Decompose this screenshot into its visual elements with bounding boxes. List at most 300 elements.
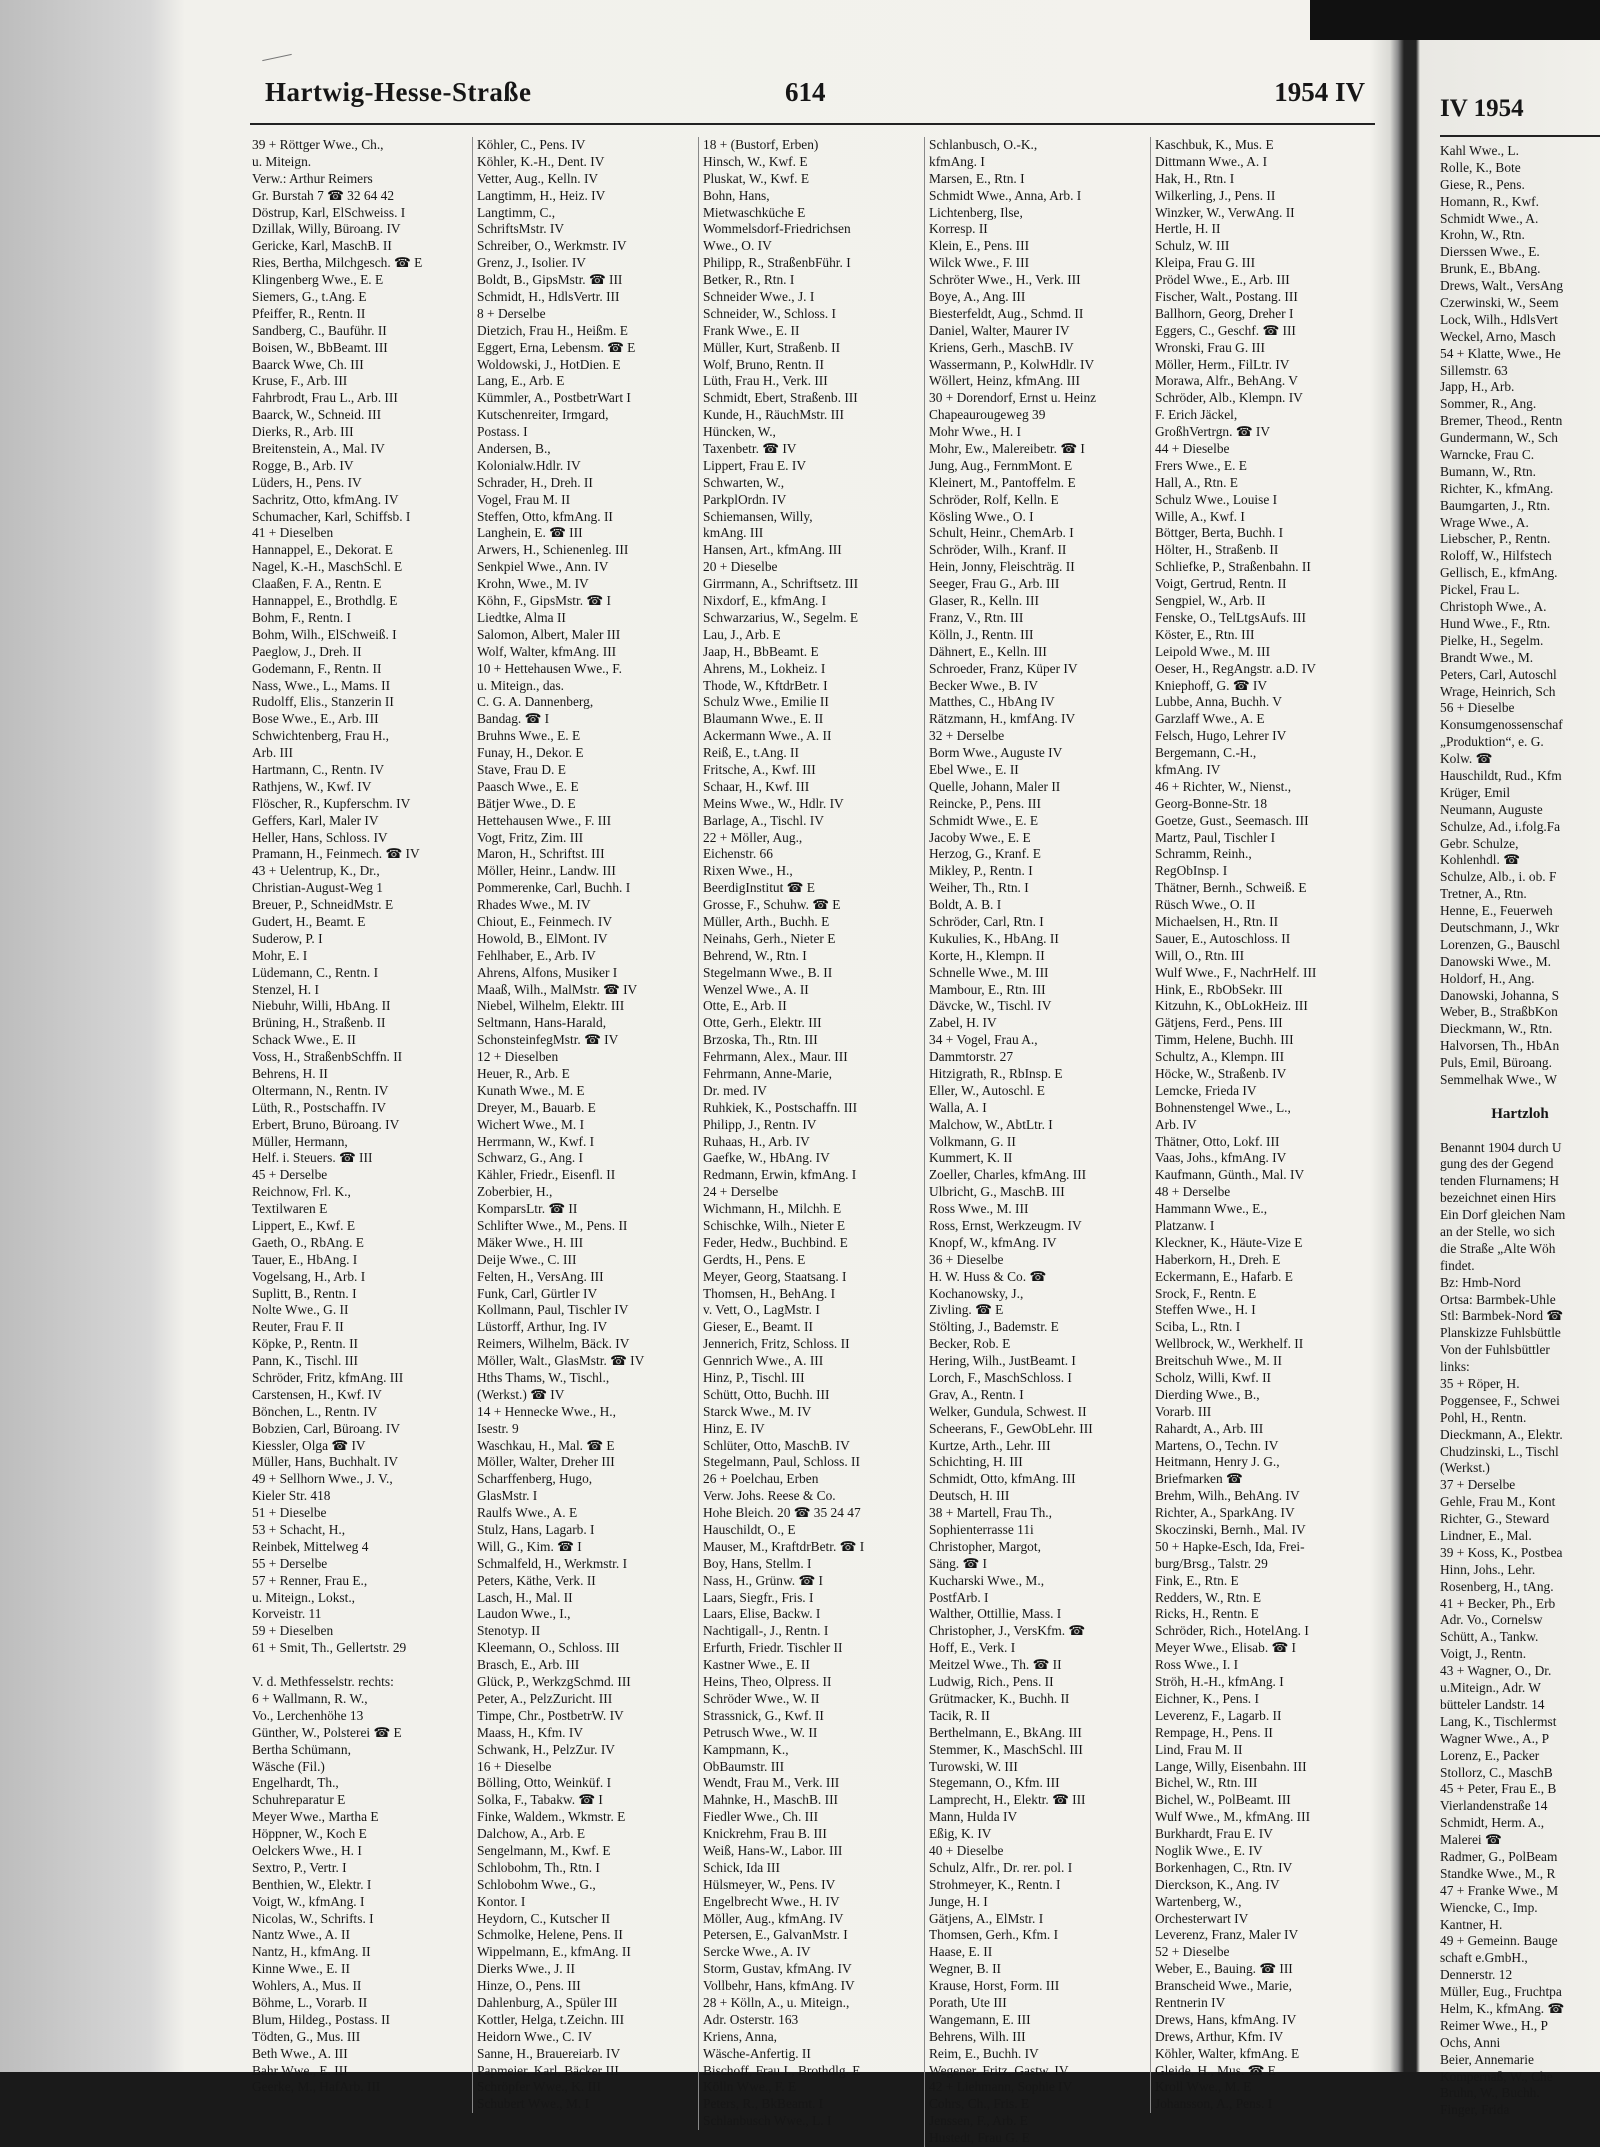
directory-entry: Hannappel, E., Dekorat. E xyxy=(252,542,393,558)
directory-entry: Volkmann, G. II xyxy=(929,1133,1016,1149)
directory-entry: Fehlhaber, E., Arb. IV xyxy=(477,947,596,963)
directory-entry: Hansen, Art., kfmAng. III xyxy=(703,542,842,558)
directory-entry: Sophienterrasse 11i xyxy=(929,1522,1034,1538)
directory-entry: u. Miteign. xyxy=(252,153,312,169)
directory-entry: Schmidt Wwe., A. xyxy=(1440,210,1539,226)
scan-edge-shadow xyxy=(1310,0,1600,40)
directory-entry: Claaßen, F. A., Rentn. E xyxy=(252,576,382,592)
directory-entry: Dieckmann, W., Rtn. xyxy=(1440,1021,1553,1037)
directory-entry: Will, G., Kim. ☎ I xyxy=(477,1538,582,1554)
directory-entry: Nolte Wwe., G. II xyxy=(252,1302,349,1318)
directory-entry: Schichting, H. III xyxy=(929,1454,1023,1470)
directory-entry: Marsen, E., Rtn. I xyxy=(929,170,1025,186)
directory-entry: Hülsmeyer, W., Pens. IV xyxy=(703,1876,836,1892)
directory-entry: Richter, G., Steward xyxy=(1440,1511,1550,1527)
directory-entry: Sandberg, C., Bauführ. II xyxy=(252,322,387,338)
directory-entry: Hettehausen Wwe., F. III xyxy=(477,812,612,828)
directory-entry: 34 + Vogel, Frau A., xyxy=(929,1032,1038,1048)
directory-entry: Franz, V., Rtn. III xyxy=(929,609,1024,625)
directory-entry: Nixdorf, E., kfmAng. I xyxy=(703,593,827,609)
directory-entry: Grenz, J., Isolier. IV xyxy=(477,255,586,271)
directory-entry: Geffers, Karl, Maler IV xyxy=(252,812,379,828)
directory-entry: Schwichtenberg, Frau H., xyxy=(252,728,389,744)
directory-entry: Johansson, A., Pens. I xyxy=(1155,2096,1273,2112)
directory-entry: an der Stelle, wo sich xyxy=(1440,1224,1555,1239)
directory-entry: Holdorf, H., Ang. xyxy=(1440,970,1535,986)
directory-entry: Nicolas, W., Schrifts. I xyxy=(252,1910,374,1926)
directory-entry: Stulz, Hans, Lagarb. I xyxy=(477,1522,595,1538)
directory-entry: Taxenbetr. ☎ IV xyxy=(703,441,797,457)
directory-entry: Drews, Walt., VersAng xyxy=(1440,278,1564,294)
directory-entry: Schröter Wwe., H., Verk. III xyxy=(929,272,1081,288)
directory-entry: Homann, R., Kwf. xyxy=(1440,193,1539,209)
directory-entry: 39 + Koss, K., Postbea xyxy=(1440,1544,1563,1560)
directory-entry: 41 + Dieselben xyxy=(252,525,334,541)
directory-entry: 55 + Derselbe xyxy=(252,1555,328,1571)
directory-entry: Ahrens, Alfons, Musiker I xyxy=(477,964,618,980)
directory-entry: Brandt Wwe., M. xyxy=(1440,649,1534,665)
directory-entry: Eggert, Erna, Lebensm. ☎ E xyxy=(477,339,636,355)
directory-entry: Hak, H., Rtn. I xyxy=(1155,170,1235,186)
directory-entry: Kitzuhn, K., ObLokHeiz. III xyxy=(1155,998,1308,1014)
directory-entry: Behrend, W., Rtn. I xyxy=(703,947,807,963)
directory-entry: Woldowski, J., HotDien. E xyxy=(477,356,621,372)
directory-entry: Kriens, Gerh., MaschB. IV xyxy=(929,339,1074,355)
directory-entry: Schütt, A., Tankw. xyxy=(1440,1629,1539,1645)
directory-entry: Mohr Wwe., H. I xyxy=(929,424,1021,440)
directory-entry: 51 + Dieselbe xyxy=(252,1505,327,1521)
directory-entry: Thode, W., KftdrBetr. I xyxy=(703,677,828,693)
directory-entry: Thätner, Otto, Lokf. III xyxy=(1155,1133,1280,1149)
directory-entry: Funay, H., Dekor. E xyxy=(477,745,584,761)
directory-entry: Kaufmann, Günth., Mal. IV xyxy=(1155,1167,1305,1183)
directory-entry: SchonsteinfegMstr. ☎ IV xyxy=(477,1032,619,1048)
directory-entry: Schlobohm Wwe., G., xyxy=(477,1876,596,1892)
directory-entry: Giese, R., Pens. xyxy=(1440,176,1525,192)
directory-entry: Mauser, M., KraftdrBetr. ☎ I xyxy=(703,1538,865,1554)
directory-entry: Bätjer Wwe., D. E xyxy=(477,795,576,811)
directory-entry: Schmidt Wwe., E. E xyxy=(929,812,1039,828)
directory-entry: Tacik, R. II xyxy=(929,1707,990,1723)
directory-entry: Wronski, Frau G. III xyxy=(1155,339,1265,355)
directory-entry: Dittmann Wwe., A. I xyxy=(1155,153,1268,169)
directory-entry: Hoff, E., Verk. I xyxy=(929,1640,1016,1656)
directory-entry: Nantz Wwe., A. II xyxy=(252,1927,350,1943)
directory-entry: Glaser, R., Kelln. III xyxy=(929,593,1039,609)
directory-entry: Lamprecht, H., Elektr. ☎ III xyxy=(929,1792,1086,1808)
directory-entry: Jenssen, F., Arb. E xyxy=(929,2113,1028,2129)
directory-entry: Walther, Ottillie, Mass. I xyxy=(929,1606,1062,1622)
directory-entry: Nantz, H., kfmAng. II xyxy=(252,1944,371,1960)
directory-entry: Eller, W., Autoschl. E xyxy=(929,1082,1045,1098)
directory-entry: Eckermann, E., Hafarb. E xyxy=(1155,1268,1293,1284)
directory-entry: Laars, Siegfr., Fris. I xyxy=(703,1589,814,1605)
directory-entry: Dierks, R., Arb. III xyxy=(252,424,354,440)
directory-entry: Heuer, R., Arb. E xyxy=(477,1065,570,1081)
directory-entry: Wangemann, E. III xyxy=(929,2011,1031,2027)
directory-entry: H. W. Huss & Co. ☎ xyxy=(929,1268,1047,1284)
directory-entry: Grosse, F., Schuhw. ☎ E xyxy=(703,897,841,913)
directory-entry: Stl: Barmbek-Nord ☎ xyxy=(1440,1308,1564,1324)
directory-entry: Hannappel, E., Brothdlg. E xyxy=(252,593,398,609)
directory-entry: Gundermann, W., Sch xyxy=(1440,430,1558,446)
directory-entry: Finke, Waldem., Wkmstr. E xyxy=(477,1809,626,1825)
directory-entry: Zoeller, Charles, kfmAng. III xyxy=(929,1167,1087,1183)
directory-entry: Leverenz, Franz, Maler IV xyxy=(1155,1927,1299,1943)
directory-entry: Kucharski Wwe., M., xyxy=(929,1572,1045,1588)
directory-entry: Schulz, W. III xyxy=(1155,238,1230,254)
directory-entry: Boye, A., Ang. III xyxy=(929,289,1026,305)
directory-entry: Salomon, Albert, Maler III xyxy=(477,626,621,642)
directory-entry: Timm, Helene, Buchh. III xyxy=(1155,1032,1294,1048)
directory-entry: Ströh, H.-H., kfmAng. I xyxy=(1155,1674,1284,1690)
directory-entry: Schick, Ida III xyxy=(703,1859,780,1875)
directory-entry: Storm, Gustav, kfmAng. IV xyxy=(703,1961,852,1977)
directory-entry: Rahardt, A., Arb. III xyxy=(1155,1420,1264,1436)
directory-entry: Winzker, W., VerwAng. II xyxy=(1155,204,1295,220)
directory-entry: Maron, H., Schriftst. III xyxy=(477,846,605,862)
directory-entry: bütteler Landstr. 14 xyxy=(1440,1696,1545,1712)
directory-entry: Paasch Wwe., E. E xyxy=(477,778,579,794)
directory-entry: Gennrich Wwe., A. III xyxy=(703,1353,824,1369)
directory-entry: Fischer, Walt., Postang. III xyxy=(1155,289,1298,305)
directory-entry: Köhler, K.-H., Dent. IV xyxy=(477,153,605,169)
directory-entry: Textilwaren E xyxy=(252,1201,328,1217)
directory-entry: Thomsen, Gerh., Kfm. I xyxy=(929,1927,1059,1943)
directory-entry: Semmelhak Wwe., W xyxy=(1440,1071,1558,1087)
column-4 xyxy=(924,137,1151,2147)
directory-entry: Welker, Gundula, Schwest. II xyxy=(929,1403,1087,1419)
directory-entry: Fehrmann, Alex., Maur. III xyxy=(703,1049,848,1065)
directory-entry: Strohmeyer, K., Rentn. I xyxy=(929,1876,1061,1892)
directory-entry: 50 + Hapke-Esch, Ida, Frei- xyxy=(1155,1538,1305,1554)
directory-entry: Postass. I xyxy=(477,424,528,440)
directory-entry: Kölln, J., Rentn. III xyxy=(929,626,1034,642)
directory-entry: Kieler Str. 418 xyxy=(252,1488,331,1504)
directory-entry: Sauer, E., Autoschloss. II xyxy=(1155,930,1291,946)
directory-entry: Prödel Wwe., E., Arb. III xyxy=(1155,272,1290,288)
directory-entry: Schulz Wwe., Emilie II xyxy=(703,694,829,710)
directory-entry: Kolonialw.Hdlr. IV xyxy=(477,457,581,473)
directory-entry: Hinze, O., Pens. III xyxy=(477,1978,581,1994)
directory-entry: Wippelmann, E., kfmAng. II xyxy=(477,1944,631,1960)
directory-entry: Wiencke, C., Imp. xyxy=(1440,1899,1538,1915)
directory-entry: Kantner, H. xyxy=(1440,1916,1503,1932)
directory-entry: Reimer Wwe., H., P xyxy=(1440,2017,1548,2033)
directory-entry: Reinbek, Mittelweg 4 xyxy=(252,1538,369,1554)
directory-entry: Laudon Wwe., I., xyxy=(477,1606,571,1622)
directory-entry: Schröpfer Wwe., K. III xyxy=(477,2079,601,2095)
directory-entry: u. Miteign., das. xyxy=(477,677,565,693)
directory-entry: Peters, Käthe, Verk. II xyxy=(477,1572,596,1588)
directory-entry: 47 + Franke Wwe., M xyxy=(1440,1882,1559,1898)
directory-entry: Wohlers, A., Mus. II xyxy=(252,1978,362,1994)
directory-entry: findet. xyxy=(1440,1257,1475,1273)
directory-entry: Hink, E., RbObSekr. III xyxy=(1155,981,1283,997)
directory-entry: Lüdemann, C., Rentn. I xyxy=(252,964,379,980)
directory-entry: Czerwinski, W., Seem xyxy=(1440,295,1559,311)
directory-entry: Hein, Jonny, Fleischträg. II xyxy=(929,559,1075,575)
directory-entry: Morawa, Alfr., BehAng. V xyxy=(1155,373,1298,389)
directory-entry: Sercke Wwe., A. IV xyxy=(703,1944,811,1960)
directory-entry: Rathjens, W., Kwf. IV xyxy=(252,778,372,794)
directory-entry: Korresp. II xyxy=(929,221,988,237)
directory-entry: Voss, H., StraßenbSchffn. II xyxy=(252,1049,403,1065)
directory-entry: Frank Wwe., E. II xyxy=(703,322,800,338)
directory-entry: ObBaumstr. III xyxy=(703,1758,785,1774)
directory-entry: Sommer, R., Ang. xyxy=(1440,396,1537,412)
directory-entry: 53 + Schacht, H., xyxy=(252,1522,346,1538)
directory-entry: Wrage Wwe., A. xyxy=(1440,514,1529,530)
directory-entry: Mann, Hulda IV xyxy=(929,1809,1018,1825)
directory-entry: Bohnenstengel Wwe., L., xyxy=(1155,1099,1291,1115)
next-page-fragment xyxy=(1440,95,1600,2119)
directory-entry: Stegelmann Wwe., B. II xyxy=(703,964,833,980)
directory-entry: Lubbe, Anna, Buchh. V xyxy=(1155,694,1282,710)
directory-entry: Herrmann, W., Kwf. I xyxy=(477,1133,595,1149)
directory-entry: 30 + Dorendorf, Ernst u. Heinz xyxy=(929,390,1097,406)
directory-entry: Planskizze Fuhlsbüttle xyxy=(1440,1325,1561,1341)
directory-entry: Skoczinski, Bernh., Mal. IV xyxy=(1155,1522,1306,1538)
directory-entry: Oelckers Wwe., H. I xyxy=(252,1842,362,1858)
directory-entry: Strassnick, G., Kwf. II xyxy=(703,1707,824,1723)
directory-entry: Schmalfeld, H., Werkmstr. I xyxy=(477,1555,628,1571)
directory-entry: Vogelsang, H., Arb. I xyxy=(252,1268,366,1284)
directory-entry: Müller, Hermann, xyxy=(252,1133,348,1149)
page-header xyxy=(250,75,1375,125)
directory-entry: Fehrmann, Anne-Marie, xyxy=(703,1065,833,1081)
directory-entry: Sachritz, Otto, kfmAng. IV xyxy=(252,491,399,507)
directory-entry: Reuter, Frau F. II xyxy=(252,1319,344,1335)
directory-entry: Kastner Wwe., E. II xyxy=(703,1657,810,1673)
directory-entry: Matthes, C., HbAng IV xyxy=(929,694,1055,710)
directory-entry: 44 + Dieselbe xyxy=(1155,441,1230,457)
directory-entry: Breuer, P., SchneidMstr. E xyxy=(252,897,394,913)
directory-entry: Daniel, Walter, Maurer IV xyxy=(929,322,1070,338)
directory-entry: Michaelsen, H., Rtn. II xyxy=(1155,913,1279,929)
directory-entry: Sengpiel, W., Arb. II xyxy=(1155,593,1266,609)
directory-entry: u. Miteign., Lokst., xyxy=(252,1589,356,1605)
directory-entry: Weckel, Arno, Masch xyxy=(1440,328,1556,344)
directory-entry: Japp, H., Arb. xyxy=(1440,379,1515,395)
directory-entry: Stollorz, C., MaschB xyxy=(1440,1764,1553,1780)
directory-entry: Schulz Wwe., Louise I xyxy=(1155,491,1278,507)
directory-entry: Hering, Wilh., JustBeamt. I xyxy=(929,1353,1076,1369)
directory-entry: 36 + Dieselbe xyxy=(929,1251,1004,1267)
directory-entry: Bergemann, C.-H., xyxy=(1155,745,1257,761)
directory-entry: GlasMstr. I xyxy=(477,1488,538,1504)
directory-entry: Ulbricht, G., MaschB. III xyxy=(929,1184,1065,1200)
directory-entry: Mohr, E. I xyxy=(252,947,308,963)
directory-entry: 46 + Richter, W., Nienst., xyxy=(1155,778,1292,794)
directory-entry: Chiout, E., Feinmech. IV xyxy=(477,913,613,929)
directory-entry: Ochs, Anni xyxy=(1440,2034,1501,2050)
directory-entry: Briefmarken ☎ xyxy=(1155,1471,1243,1487)
directory-entry: Gätjens, Ferd., Pens. III xyxy=(1155,1015,1283,1031)
directory-entry: Petrusch Wwe., W. II xyxy=(703,1724,818,1740)
directory-entry: Möller, Walter, Dreher III xyxy=(477,1454,615,1470)
directory-entry: 49 + Sellhorn Wwe., J. V., xyxy=(252,1471,393,1487)
directory-entry: Gellisch, E., kfmAng. xyxy=(1440,565,1558,581)
directory-entry: Drews, Arthur, Kfm. IV xyxy=(1155,2028,1284,2044)
directory-entry: kmAng. III xyxy=(703,525,764,541)
directory-entry: Bischoff, Frau I., Brothdlg. E xyxy=(703,2062,861,2078)
directory-entry: Ackermann Wwe., A. II xyxy=(703,728,832,744)
directory-entry: Dähnert, E., Kelln. III xyxy=(929,643,1047,659)
next-page-header: IV 1954 xyxy=(1440,95,1600,137)
directory-entry: 14 + Hennecke Wwe., H., xyxy=(477,1403,616,1419)
directory-entry: Bandag. ☎ I xyxy=(477,711,550,727)
directory-entry: Höcke, W., Straßenb. IV xyxy=(1155,1065,1287,1081)
directory-entry: Solka, F., Tabakw. ☎ I xyxy=(477,1792,603,1808)
directory-entry: Meins Wwe., W., Hdlr. IV xyxy=(703,795,844,811)
directory-entry: Kurtze, Arth., Lehr. III xyxy=(929,1437,1051,1453)
directory-entry: Stegelmann, Paul, Schloss. II xyxy=(703,1454,860,1470)
directory-entry: 6 + Wallmann, R. W., xyxy=(252,1690,368,1706)
directory-entry: Kukulies, K., HbAng. II xyxy=(929,930,1059,946)
directory-entry: Reimers, Wilhelm, Bäck. IV xyxy=(477,1336,630,1352)
directory-entry: Lock, Wilh., HdlsVert xyxy=(1440,311,1558,327)
directory-entry: Siemers, G., t.Ang. E xyxy=(252,289,367,305)
directory-entry: 24 + Derselbe xyxy=(703,1184,779,1200)
directory-entry: Konsumgenossenschaf xyxy=(1440,717,1563,733)
directory-entry: Schrader, H., Dreh. II xyxy=(477,474,593,490)
directory-entry: Wagner Wwe., A., P xyxy=(1440,1730,1550,1746)
directory-entry: Schuhreparatur E xyxy=(252,1792,346,1808)
directory-entry: Haase, E. II xyxy=(929,1944,993,1960)
directory-entry: v. Vett, O., LagMstr. I xyxy=(703,1302,820,1318)
directory-entry: Schiemansen, Willy, xyxy=(703,508,813,524)
directory-entry: Wenzel Wwe., A. II xyxy=(703,981,809,997)
directory-entry: Steffen Wwe., H. I xyxy=(1155,1302,1256,1318)
directory-entry: Engelhardt, Th., xyxy=(252,1775,339,1791)
directory-entry: Sanne, H., Brauereiarb. IV xyxy=(477,2045,621,2061)
directory-entry: (Werkst.) xyxy=(1440,1460,1490,1476)
directory-entry: Philipp, J., Rentn. IV xyxy=(703,1116,817,1132)
directory-entry: Nagel, K.-H., MaschSchl. E xyxy=(252,559,403,575)
directory-entry: Papmeier, Karl, Bäcker III xyxy=(477,2062,619,2078)
directory-entry: Heller, Hans, Schloss. IV xyxy=(252,829,388,845)
directory-entry: Schulz, Alfr., Dr. rer. pol. I xyxy=(929,1859,1073,1875)
directory-entry: Deije Wwe., C. III xyxy=(477,1251,577,1267)
directory-entry: Boisen, W., BbBeamt. III xyxy=(252,339,388,355)
directory-entry: Hths Thams, W., Tischl., xyxy=(477,1370,610,1386)
directory-entry: Reincke, P., Pens. III xyxy=(929,795,1041,811)
directory-entry: Hohe Bleich. 20 ☎ 35 24 47 xyxy=(703,1505,861,1521)
directory-entry: Howold, B., ElMont. IV xyxy=(477,930,608,946)
directory-entry: Weiher, Th., Rtn. I xyxy=(929,880,1029,896)
directory-entry: Girrmann, A., Schriftsetz. III xyxy=(703,576,859,592)
directory-entry: Mambour, E., Rtn. III xyxy=(929,981,1046,997)
directory-entry: Stemmer, K., MaschSchl. III xyxy=(929,1741,1083,1757)
directory-entry: Hölter, H., Straßenb. II xyxy=(1155,542,1279,558)
directory-entry: Brzoska, Th., Rtn. III xyxy=(703,1032,818,1048)
directory-entry: Vollbehr, Hans, kfmAng. IV xyxy=(703,1978,855,1994)
directory-entry: Kniephoff, G. ☎ IV xyxy=(1155,677,1268,693)
directory-entry: Schramm, Reinh., xyxy=(1155,846,1252,862)
directory-entry xyxy=(1440,1123,1600,1140)
directory-entry: Will, O., Rtn. III xyxy=(1155,947,1245,963)
directory-entry: Martens, O., Techn. IV xyxy=(1155,1437,1279,1453)
directory-entry: Bruhns Wwe., E. E xyxy=(477,728,581,744)
directory-entry: Blum, Hildeg., Postass. II xyxy=(252,2011,390,2027)
directory-entry: Feder, Hedw., Buchbind. E xyxy=(703,1234,848,1250)
directory-entry: Danowski Wwe., M. xyxy=(1440,953,1551,969)
directory-entry: Engelbrecht Wwe., H. IV xyxy=(703,1893,840,1909)
directory-entry: Warncke, Frau C. xyxy=(1440,447,1535,463)
directory-entry: Klein, E., Pens. III xyxy=(929,238,1030,254)
directory-entry: Von der Fuhlsbüttler xyxy=(1440,1342,1550,1358)
directory-entry: 57 + Renner, Frau E., xyxy=(252,1572,368,1588)
directory-entry: Gieser, E., Beamt. II xyxy=(703,1319,813,1335)
directory-entry: Lang, K., Tischlermst xyxy=(1440,1713,1557,1729)
directory-entry: Bichel, W., Rtn. III xyxy=(1155,1775,1258,1791)
directory-entry: Schwarzarius, W., Segelm. E xyxy=(703,609,859,625)
directory-entry: Kottler, Helga, t.Zeichn. III xyxy=(477,2011,625,2027)
directory-entry: Schnelle Wwe., M. III xyxy=(929,964,1049,980)
directory-entry: Bahr Wwe., E. III xyxy=(252,2062,348,2078)
directory-entry: Scholz, Willi, Kwf. II xyxy=(1155,1370,1271,1386)
directory-entry: Lau, J., Arb. E xyxy=(703,626,781,642)
directory-entry: Schröder, Alb., Klempn. IV xyxy=(1155,390,1303,406)
directory-entry: Ross Wwe., M. III xyxy=(929,1201,1029,1217)
directory-entry: Hüncken, W., xyxy=(703,424,776,440)
directory-entry: Schlüter, Otto, MaschB. IV xyxy=(703,1437,850,1453)
directory-entry: Funk, Carl, Gürtler IV xyxy=(477,1285,598,1301)
directory-entry: SchriftsMstr. IV xyxy=(477,221,565,237)
directory-entry: Schlifter Wwe., M., Pens. II xyxy=(477,1218,628,1233)
directory-entry: Becker Wwe., B. IV xyxy=(929,677,1039,693)
directory-entry: Langtimm, C., xyxy=(477,204,556,220)
directory-entry: Brasch, E., Arb. III xyxy=(477,1657,580,1673)
directory-entry: Andersen, B., xyxy=(477,441,551,457)
directory-entry: Knickrehm, Frau B. III xyxy=(703,1826,827,1842)
directory-entry: Finger, Frida xyxy=(1440,2102,1510,2118)
directory-entry: Stave, Frau D. E xyxy=(477,761,566,777)
directory-entry: Wrage, Heinrich, Sch xyxy=(1440,683,1556,699)
directory-entry: Kleckner, K., Häute-Vize E xyxy=(1155,1234,1303,1250)
directory-entry: Korveistr. 11 xyxy=(252,1606,322,1622)
directory-entry: Langtimm, H., Heiz. IV xyxy=(477,187,606,203)
directory-entry: Richter, K., kfmAng. xyxy=(1440,480,1554,496)
directory-entry: Pramann, H., Feinmech. ☎ IV xyxy=(252,846,420,862)
directory-entry: Schröder, Carl, Rtn. I xyxy=(929,913,1044,929)
directory-entry: Krohn, Wwe., M. IV xyxy=(477,576,589,592)
directory-entry: Wulf Wwe., F., NachrHelf. III xyxy=(1155,964,1317,980)
directory-entry: Steffen, Otto, kfmAng. II xyxy=(477,508,613,524)
directory-entry: Köhn, F., GipsMstr. ☎ I xyxy=(477,593,611,609)
directory-entry: Kampmann, K., xyxy=(703,1741,789,1757)
directory-entry: Baumgarten, J., Rtn. xyxy=(1440,497,1551,513)
directory-entry: Krause, Horst, Form. III xyxy=(929,1978,1060,1994)
directory-entry: Böhme, L., Vorarb. II xyxy=(252,1994,368,2010)
directory-entry: Boldt, B., GipsMstr. ☎ III xyxy=(477,272,623,288)
directory-entry: Kösling Wwe., O. I xyxy=(929,508,1034,524)
directory-entry: 45 + Peter, Frau E., B xyxy=(1440,1781,1557,1797)
directory-entry: Dierks Wwe., J. II xyxy=(477,1961,575,1977)
directory-entry: Gebr. Schulze, xyxy=(1440,835,1519,851)
directory-entry: Schröder, Rich., HotelAng. I xyxy=(1155,1623,1309,1639)
directory-entry: Ortsa: Barmbek-Uhle xyxy=(1440,1291,1556,1307)
directory-entry: Rätzmann, H., kmfAng. IV xyxy=(929,711,1076,727)
directory-entry: Kümmler, A., PostbetrWart I xyxy=(477,390,631,406)
directory-entry: Dalchow, A., Arb. E xyxy=(477,1826,586,1842)
directory-entry: Maaß, Wilh., MalMstr. ☎ IV xyxy=(477,981,638,997)
directory-entry: Heins, Theo, Olpress. II xyxy=(703,1674,832,1690)
directory-entry: Helm, K., kfmAng. ☎ xyxy=(1440,2000,1565,2016)
directory-entry: Schumacher, Karl, Schiffsb. I xyxy=(252,508,411,524)
directory-entry: Krüger, Emil xyxy=(1440,784,1511,800)
